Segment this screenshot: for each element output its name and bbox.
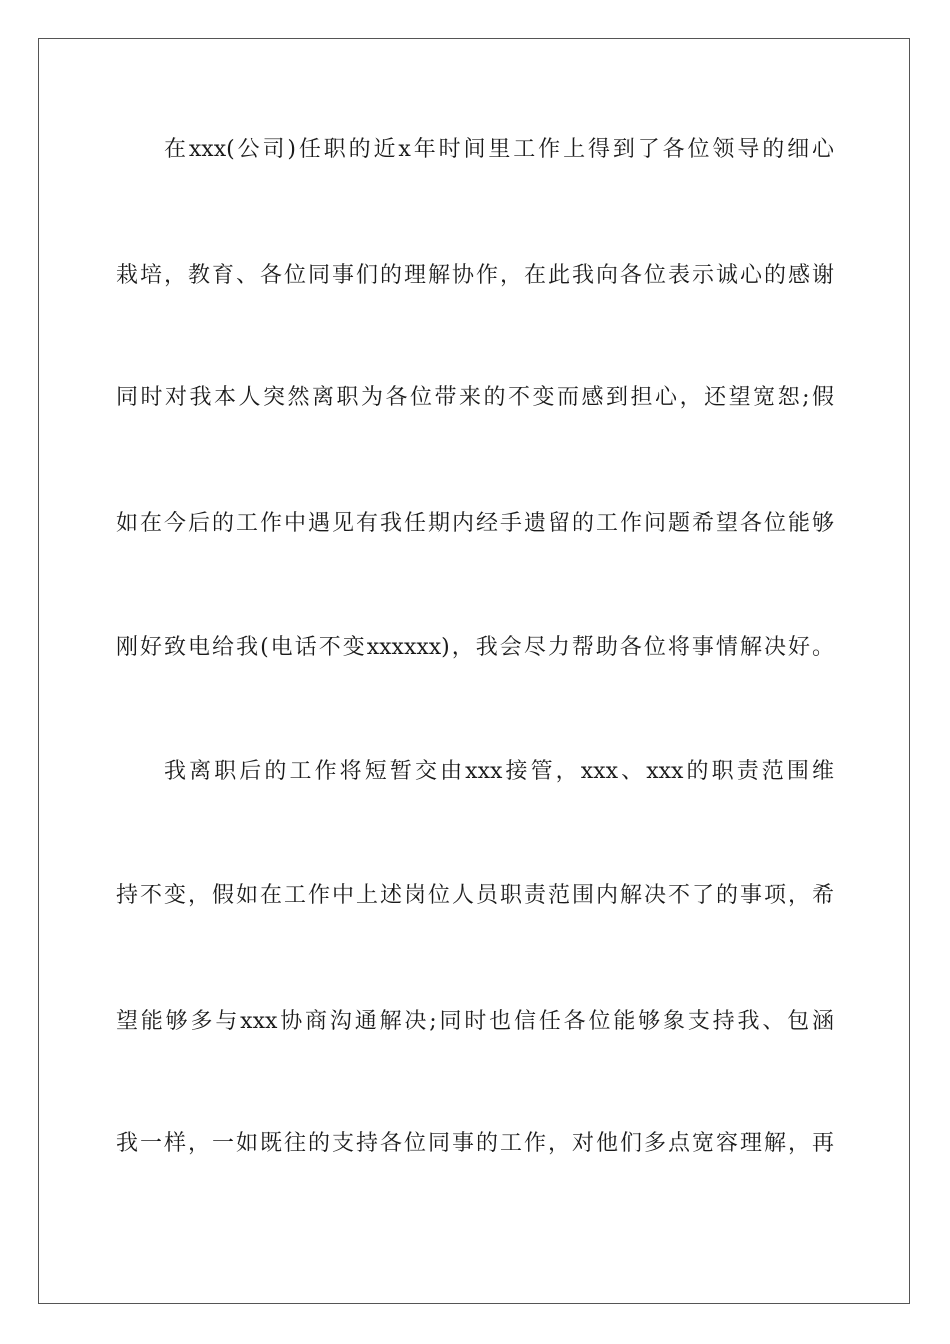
paragraph-1-line-3: 同时对我本人突然离职为各位带来的不变而感到担心，还望宽恕;假 bbox=[116, 385, 834, 410]
paragraph-2-line-1: 我离职后的工作将短暂交由xxx接管，xxx、xxx的职责范围维 bbox=[164, 759, 834, 784]
paragraph-2-line-2: 持不变，假如在工作中上述岗位人员职责范围内解决不了的事项，希 bbox=[116, 883, 834, 908]
paragraph-1-line-4: 如在今后的工作中遇见有我任期内经手遗留的工作问题希望各位能够 bbox=[116, 511, 834, 536]
page-border bbox=[38, 38, 910, 1304]
paragraph-1-line-2: 栽培，教育、各位同事们的理解协作，在此我向各位表示诚心的感谢 bbox=[116, 263, 834, 288]
paragraph-2-line-4: 我一样，一如既往的支持各位同事的工作，对他们多点宽容理解，再 bbox=[116, 1131, 834, 1156]
paragraph-2-line-3: 望能够多与xxx协商沟通解决;同时也信任各位能够象支持我、包涵 bbox=[116, 1009, 834, 1034]
paragraph-1-line-1: 在xxx(公司)任职的近x年时间里工作上得到了各位领导的细心 bbox=[164, 137, 834, 162]
paragraph-1-line-5: 刚好致电给我(电话不变xxxxxx)，我会尽力帮助各位将事情解决好。 bbox=[116, 635, 834, 660]
